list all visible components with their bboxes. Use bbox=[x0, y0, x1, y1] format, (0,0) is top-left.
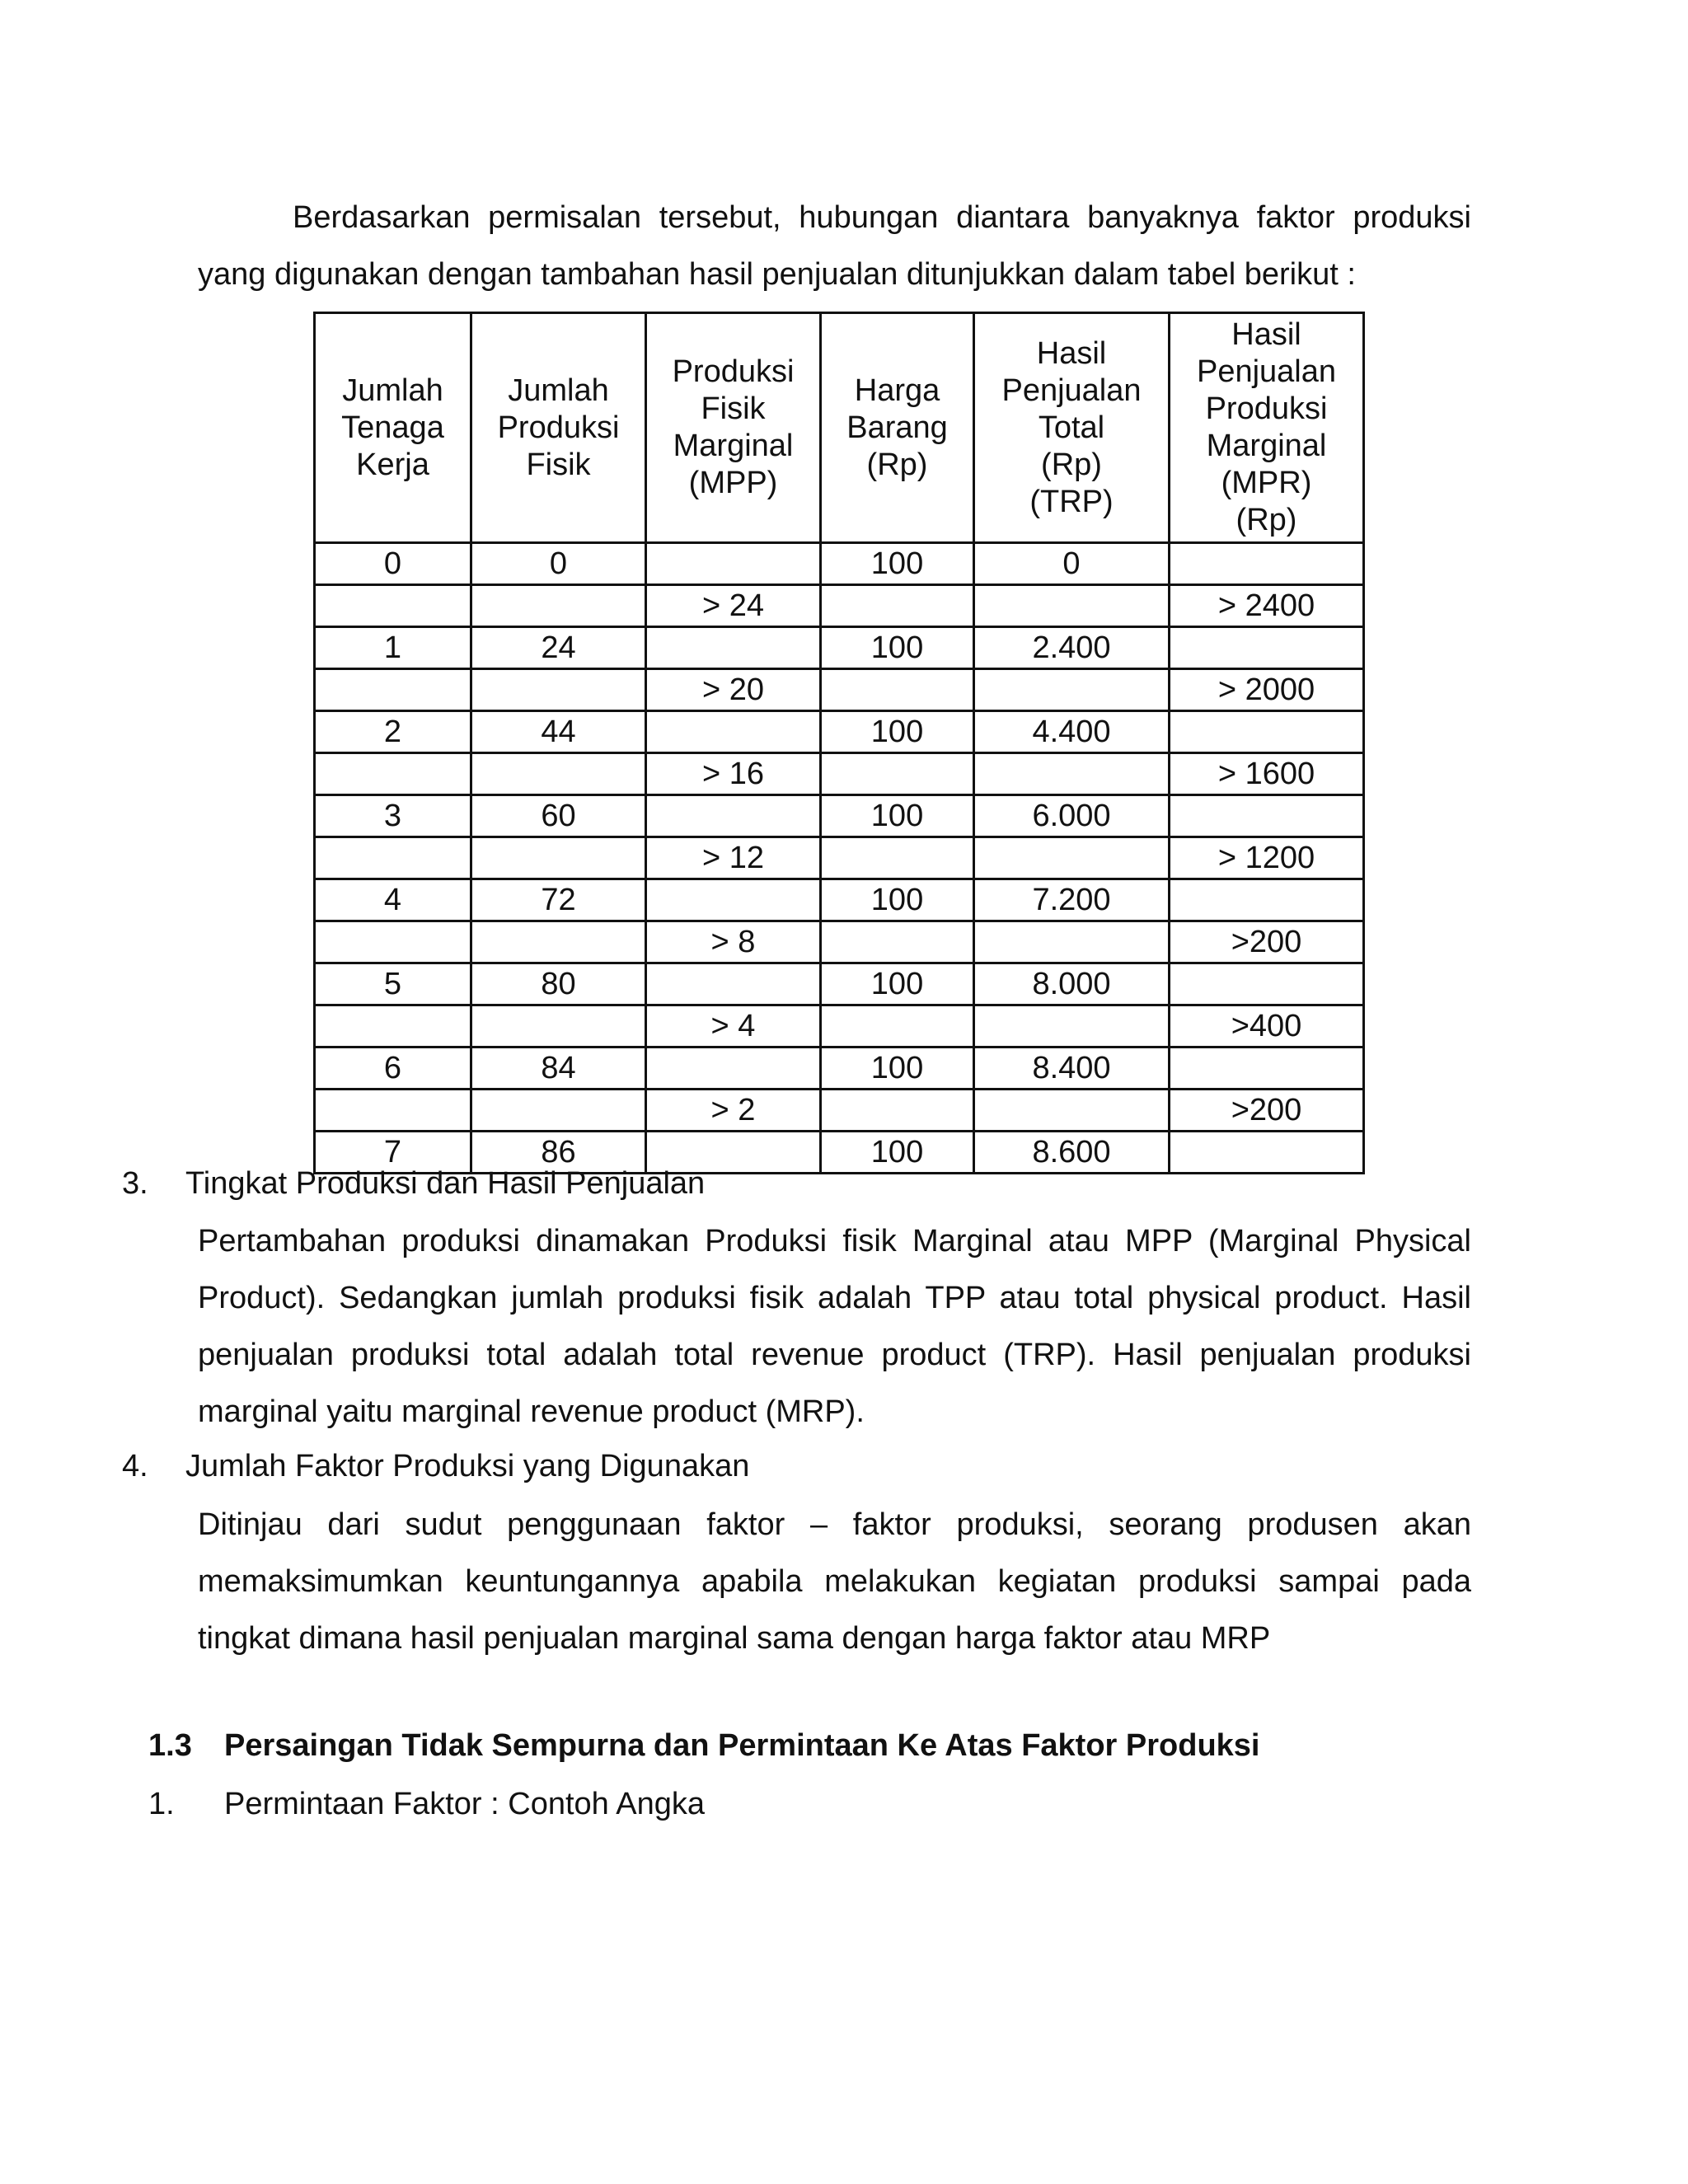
table-cell: > 2 bbox=[646, 1090, 821, 1132]
table-cell bbox=[646, 963, 821, 1005]
table-cell: 0 bbox=[471, 543, 646, 585]
table-header-row bbox=[315, 313, 1364, 543]
table-cell bbox=[646, 543, 821, 585]
table-cell bbox=[471, 585, 646, 627]
table-row bbox=[315, 837, 1364, 879]
table-cell: 44 bbox=[471, 711, 646, 753]
table-cell: > 4 bbox=[646, 1005, 821, 1047]
table-cell bbox=[1170, 543, 1364, 585]
table-cell bbox=[315, 837, 471, 879]
table-cell: > 16 bbox=[646, 753, 821, 795]
table-body bbox=[315, 543, 1364, 1174]
header-harga-barang: Harga Barang (Rp) bbox=[821, 313, 974, 543]
table-cell bbox=[315, 921, 471, 963]
table-cell: > 24 bbox=[646, 585, 821, 627]
table-cell: >200 bbox=[1170, 1090, 1364, 1132]
header-mpr: Hasil Penjualan Produksi Marginal (MPR) (Rp) bbox=[1170, 313, 1364, 543]
table-cell: 5 bbox=[315, 963, 471, 1005]
table-row bbox=[315, 921, 1364, 963]
item1-number: 1. bbox=[148, 1787, 175, 1821]
table-cell: > 20 bbox=[646, 669, 821, 711]
table-row bbox=[315, 1090, 1364, 1132]
table-cell: 8.000 bbox=[974, 963, 1170, 1005]
table-cell bbox=[1170, 963, 1364, 1005]
table-cell bbox=[821, 1090, 974, 1132]
table-cell: 2 bbox=[315, 711, 471, 753]
table-cell: 72 bbox=[471, 879, 646, 921]
table-cell: 6 bbox=[315, 1047, 471, 1090]
table-row bbox=[315, 627, 1364, 669]
table-cell: 100 bbox=[821, 711, 974, 753]
table-cell bbox=[315, 753, 471, 795]
table-cell: 7 bbox=[315, 1132, 471, 1174]
table-cell: 0 bbox=[315, 543, 471, 585]
table-cell bbox=[821, 1005, 974, 1047]
table-row bbox=[315, 1005, 1364, 1047]
table-cell bbox=[315, 585, 471, 627]
table-cell: >200 bbox=[1170, 921, 1364, 963]
table-row bbox=[315, 795, 1364, 837]
table-cell: 1 bbox=[315, 627, 471, 669]
table-cell bbox=[646, 711, 821, 753]
header-mpp: Produksi Fisik Marginal (MPP) bbox=[646, 313, 821, 543]
table-cell bbox=[974, 753, 1170, 795]
table-cell: 86 bbox=[471, 1132, 646, 1174]
section4-body: Ditinjau dari sudut penggunaan faktor – faktor produksi, seorang produsen akan memaksimumkan keuntungannya apabila melakukan kegiatan produksi sampai pada tingkat dimana hasil penjualan marginal sama dengan harga faktor atau MRP bbox=[198, 1507, 1471, 1656]
table-cell bbox=[1170, 1047, 1364, 1090]
table-cell: 6.000 bbox=[974, 795, 1170, 837]
table-cell bbox=[646, 1047, 821, 1090]
table-cell bbox=[471, 837, 646, 879]
table-cell bbox=[821, 921, 974, 963]
header-jumlah-tenaga-kerja: Jumlah Tenaga Kerja bbox=[315, 313, 471, 543]
table-cell: 100 bbox=[821, 795, 974, 837]
table-cell: 60 bbox=[471, 795, 646, 837]
table-cell bbox=[315, 1090, 471, 1132]
table-cell: 84 bbox=[471, 1047, 646, 1090]
table-cell bbox=[974, 1090, 1170, 1132]
table-cell: 3 bbox=[315, 795, 471, 837]
section3-title: Tingkat Produksi dan Hasil Penjualan bbox=[185, 1166, 706, 1201]
table-cell: 2.400 bbox=[974, 627, 1170, 669]
table-cell bbox=[471, 1005, 646, 1047]
heading-1-3-number: 1.3 bbox=[148, 1728, 192, 1763]
table-cell: > 1200 bbox=[1170, 837, 1364, 879]
table-cell bbox=[646, 795, 821, 837]
table-cell: 8.400 bbox=[974, 1047, 1170, 1090]
table-cell bbox=[471, 1090, 646, 1132]
table-cell bbox=[974, 1005, 1170, 1047]
table-cell bbox=[315, 669, 471, 711]
table-cell bbox=[821, 669, 974, 711]
table-row bbox=[315, 879, 1364, 921]
table-cell bbox=[646, 879, 821, 921]
table-cell bbox=[1170, 879, 1364, 921]
table-cell: > 12 bbox=[646, 837, 821, 879]
section3-number: 3. bbox=[122, 1166, 148, 1201]
section4-number: 4. bbox=[122, 1449, 148, 1483]
table-cell bbox=[315, 1005, 471, 1047]
table-row bbox=[315, 963, 1364, 1005]
table-row bbox=[315, 669, 1364, 711]
table-cell: 100 bbox=[821, 1132, 974, 1174]
table-cell: 100 bbox=[821, 963, 974, 1005]
table-cell: 100 bbox=[821, 543, 974, 585]
table-cell bbox=[471, 921, 646, 963]
table-cell bbox=[974, 837, 1170, 879]
table-cell bbox=[974, 669, 1170, 711]
table-cell: > 2000 bbox=[1170, 669, 1364, 711]
table-cell bbox=[1170, 711, 1364, 753]
table-row bbox=[315, 543, 1364, 585]
table-row bbox=[315, 1047, 1364, 1090]
table-cell: 24 bbox=[471, 627, 646, 669]
table-cell: >400 bbox=[1170, 1005, 1364, 1047]
heading-1-3-title: Persaingan Tidak Sempurna dan Permintaan Ke Atas Faktor Produksi bbox=[224, 1728, 1260, 1763]
table-cell: 100 bbox=[821, 879, 974, 921]
intro-paragraph: Berdasarkan permisalan tersebut, hubungan diantara banyaknya faktor produksi yang digunakan dengan tambahan hasil penjualan ditunjukkan dalam tabel berikut : bbox=[198, 200, 1471, 292]
production-table bbox=[313, 312, 1365, 1174]
table-cell bbox=[646, 627, 821, 669]
table-cell bbox=[471, 669, 646, 711]
header-jumlah-produksi-fisik: Jumlah Produksi Fisik bbox=[471, 313, 646, 543]
table-cell bbox=[471, 753, 646, 795]
table-cell bbox=[821, 585, 974, 627]
table-cell: 7.200 bbox=[974, 879, 1170, 921]
table-cell bbox=[821, 753, 974, 795]
table-cell: 4 bbox=[315, 879, 471, 921]
table-cell bbox=[974, 585, 1170, 627]
table-cell: > 2400 bbox=[1170, 585, 1364, 627]
table-cell: > 1600 bbox=[1170, 753, 1364, 795]
table-cell: 8.600 bbox=[974, 1132, 1170, 1174]
table-row bbox=[315, 753, 1364, 795]
table-cell: 80 bbox=[471, 963, 646, 1005]
table-cell bbox=[1170, 1132, 1364, 1174]
section4-title: Jumlah Faktor Produksi yang Digunakan bbox=[185, 1449, 750, 1483]
table-cell: 4.400 bbox=[974, 711, 1170, 753]
table-cell bbox=[821, 837, 974, 879]
table-cell: 100 bbox=[821, 1047, 974, 1090]
item1-title: Permintaan Faktor : Contoh Angka bbox=[224, 1787, 705, 1821]
table-cell: > 8 bbox=[646, 921, 821, 963]
table-cell bbox=[1170, 627, 1364, 669]
table-row bbox=[315, 711, 1364, 753]
section3-body: Pertambahan produksi dinamakan Produksi fisik Marginal atau MPP (Marginal Physical Product). Sedangkan jumlah produksi fisik adalah TPP atau total physical product. Hasil penjualan produksi total adalah total revenue product (TRP). Hasil penjualan produksi marginal yaitu marginal revenue product (MRP). bbox=[198, 1224, 1471, 1429]
header-trp: Hasil Penjualan Total (Rp) (TRP) bbox=[974, 313, 1170, 543]
table-cell: 0 bbox=[974, 543, 1170, 585]
table-cell bbox=[974, 921, 1170, 963]
table-row bbox=[315, 585, 1364, 627]
table-cell bbox=[1170, 795, 1364, 837]
table-cell: 100 bbox=[821, 627, 974, 669]
